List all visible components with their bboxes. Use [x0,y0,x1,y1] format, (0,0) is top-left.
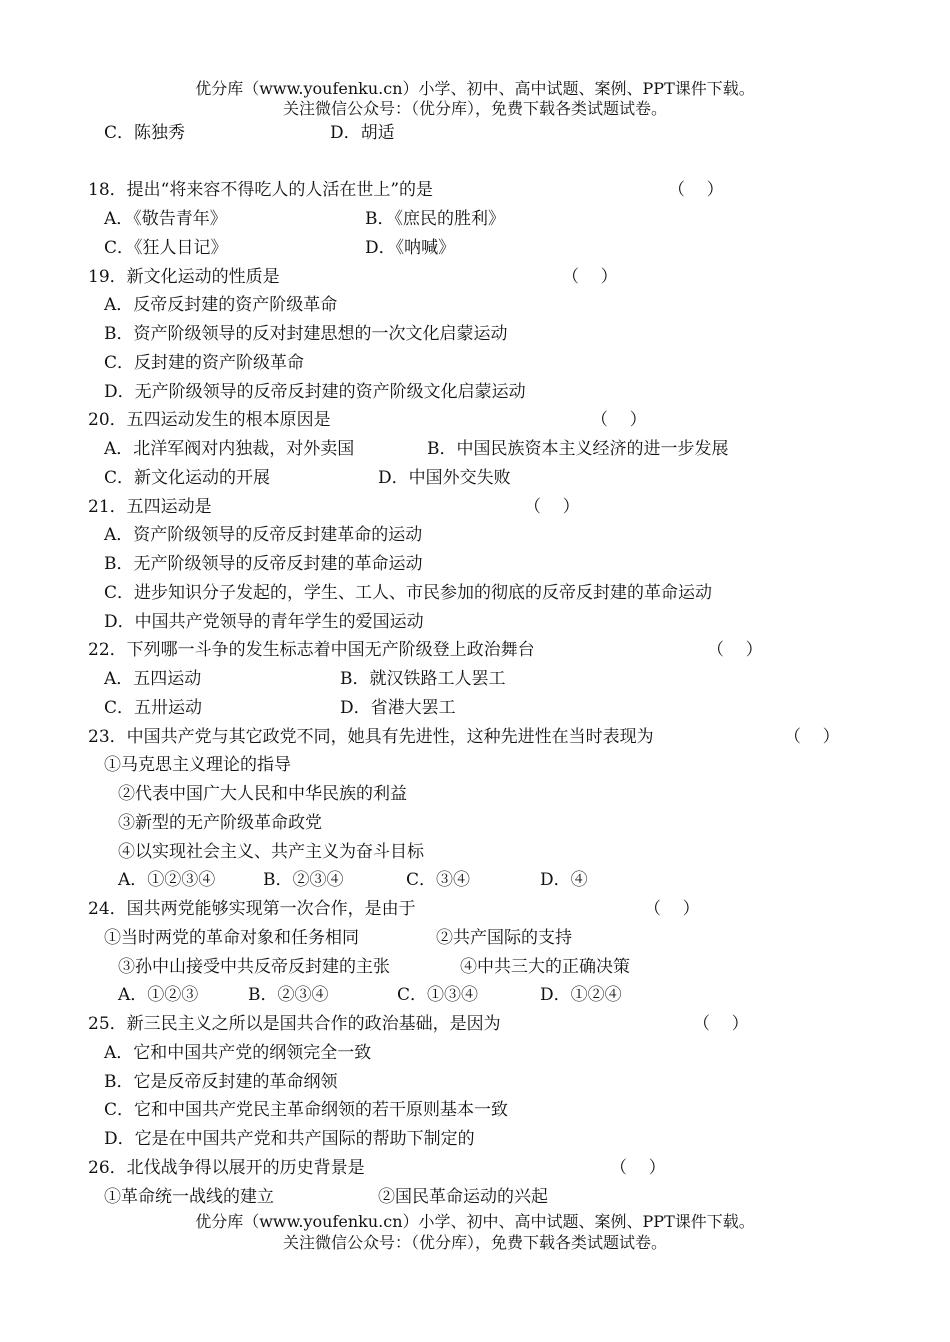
q22-option-b: B．就汉铁路工人罢工 [340,669,506,689]
q22-answer-blank: （ ） [707,640,763,660]
q19-option-b: B．资产阶级领导的反对封建思想的一次文化启蒙运动 [104,324,508,344]
q22-option-a: A．五四运动 [104,669,202,689]
q20-option-b: B．中国民族资本主义经济的进一步发展 [427,439,729,459]
q23-statement-1: ①马克思主义理论的指导 [104,755,291,775]
q19-option-a: A．反帝反封建的资产阶级革命 [104,295,338,315]
q20-option-a: A．北洋军阀对内独裁，对外卖国 [104,439,355,459]
q24-stem: 24．国共两党能够实现第一次合作，是由于 [88,899,416,919]
q23-option-d: D．④ [540,870,588,890]
q23-statement-3: ③新型的无产阶级革命政党 [118,813,322,833]
q23-option-a: A．①②③④ [118,870,216,890]
footer-line-1: 优分库（www.youfenku.cn）小学、初中、高中试题、案例、PPT课件下载。 [195,1212,755,1231]
footer-line-2: 关注微信公众号：（优分库），免费下载各类试题试卷。 [282,1233,667,1252]
q21-stem: 21．五四运动是 [88,497,212,517]
q23-stem: 23．中国共产党与其它政党不同，她具有先进性，这种先进性在当时表现为 [88,727,654,747]
q18-stem: 18．提出“将来容不得吃人的人活在世上”的是 [88,180,434,200]
q23-answer-blank: （ ） [784,727,840,747]
q18-option-a: A．《敬告青年》 [104,209,227,229]
q26-statement-1: ①革命统一战线的建立 [104,1187,274,1207]
q25-stem: 25．新三民主义之所以是国共合作的政治基础，是因为 [88,1014,501,1034]
q22-option-c: C．五卅运动 [104,698,203,718]
q19-option-d: D．无产阶级领导的反帝反封建的资产阶级文化启蒙运动 [104,382,526,402]
q25-option-d: D．它是在中国共产党和共产国际的帮助下制定的 [104,1129,475,1149]
q24-statement-2: ②共产国际的支持 [436,928,572,948]
q26-stem: 26．北伐战争得以展开的历史背景是 [88,1158,365,1178]
q25-option-c: C．它和中国共产党民主革命纲领的若干原则基本一致 [104,1100,509,1120]
q23-option-b: B．②③④ [263,870,344,890]
q19-answer-blank: （ ） [562,267,618,287]
q25-option-a: A．它和中国共产党的纲领完全一致 [104,1043,372,1063]
q20-option-c: C．新文化运动的开展 [104,468,271,488]
q18-answer-blank: （ ） [668,180,724,200]
q24-statement-3: ③孙中山接受中共反帝反封建的主张 [118,957,390,977]
q22-stem: 22．下列哪一斗争的发生标志着中国无产阶级登上政治舞台 [88,640,535,660]
q18-option-c: C．《狂人日记》 [104,238,228,258]
q19-option-c: C．反封建的资产阶级革命 [104,353,305,373]
q25-answer-blank: （ ） [693,1014,749,1034]
carryover-option-c: C．陈独秀 [104,123,186,143]
q24-option-c: C．①③④ [397,985,479,1005]
q26-answer-blank: （ ） [610,1158,666,1178]
carryover-option-d: D．胡适 [330,123,395,143]
header-line-1: 优分库（www.youfenku.cn）小学、初中、高中试题、案例、PPT课件下载。 [195,79,755,98]
q23-statement-2: ②代表中国广大人民和中华民族的利益 [118,784,407,804]
q21-answer-blank: （ ） [524,497,580,517]
q18-option-b: B．《庶民的胜利》 [365,209,505,229]
q20-stem: 20．五四运动发生的根本原因是 [88,410,331,430]
q24-option-d: D．①②④ [540,985,622,1005]
q20-answer-blank: （ ） [591,410,647,430]
q24-option-b: B．②③④ [248,985,329,1005]
q23-statement-4: ④以实现社会主义、共产主义为奋斗目标 [118,842,424,862]
q26-statement-2: ②国民革命运动的兴起 [378,1187,548,1207]
q23-option-c: C．③④ [406,870,471,890]
q24-option-a: A．①②③ [118,985,199,1005]
q24-statement-4: ④中共三大的正确决策 [460,957,630,977]
q24-answer-blank: （ ） [644,899,700,919]
q24-statement-1: ①当时两党的革命对象和任务相同 [104,928,359,948]
q22-option-d: D．省港大罢工 [340,698,456,718]
q18-option-d: D．《呐喊》 [365,238,456,258]
q20-option-d: D．中国外交失败 [378,468,511,488]
q21-option-d: D．中国共产党领导的青年学生的爱国运动 [104,612,424,632]
header-line-2: 关注微信公众号：（优分库），免费下载各类试题试卷。 [282,99,667,118]
q21-option-c: C．进步知识分子发起的，学生、工人、市民参加的彻底的反帝反封建的革命运动 [104,583,713,603]
q19-stem: 19．新文化运动的性质是 [88,267,280,287]
q21-option-b: B．无产阶级领导的反帝反封建的革命运动 [104,554,423,574]
q21-option-a: A．资产阶级领导的反帝反封建革命的运动 [104,525,423,545]
q25-option-b: B．它是反帝反封建的革命纲领 [104,1072,338,1092]
